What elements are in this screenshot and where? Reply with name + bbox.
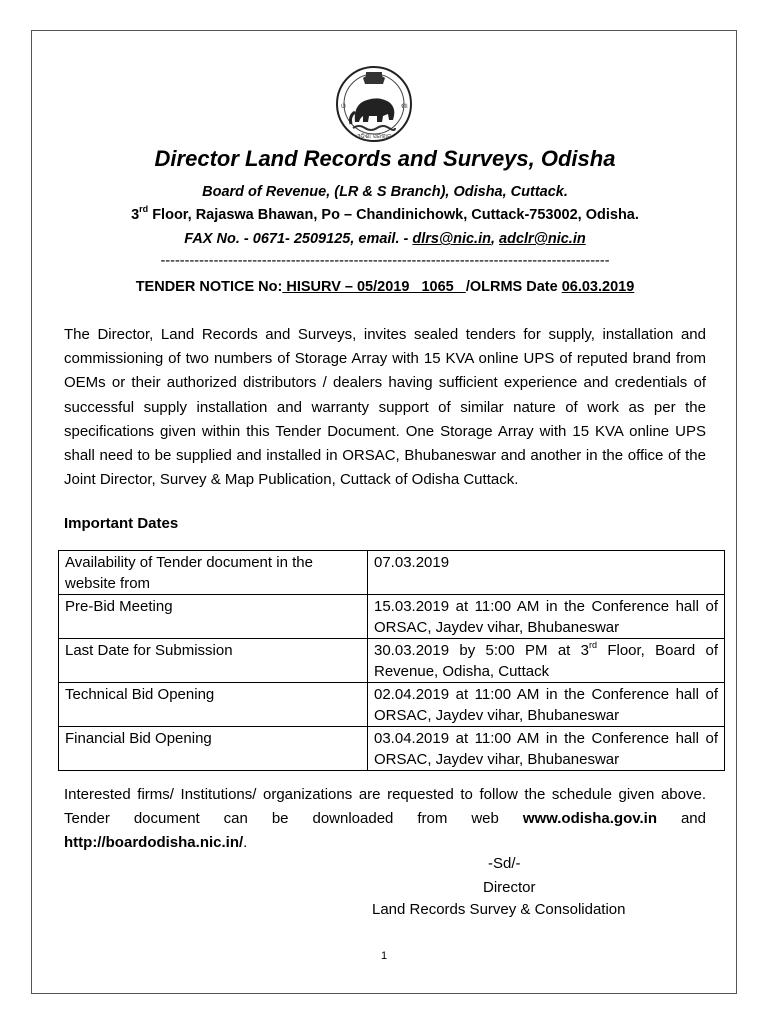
odisha-state-emblem-icon [333, 64, 415, 144]
emblem-text: ଓଡ଼ିଶା ସରକାର [356, 133, 392, 140]
svg-text:ଓ: ଓ [341, 102, 346, 110]
table-row [59, 551, 725, 595]
date-value: 07.03.2019 [368, 551, 725, 595]
date-label: Pre-Bid Meeting [59, 595, 368, 639]
tender-notice-line: TENDER NOTICE No: HISURV – 05/2019 1065 /OLRMS Date 06.03.2019 [135, 279, 635, 295]
important-dates-heading: Important Dates [64, 515, 179, 532]
table-row [59, 595, 725, 639]
page-title: Director Land Records and Surveys, Odisha [154, 146, 616, 171]
divider: --------------------------------------------------------------------------------------------- [160, 253, 610, 269]
tender-paragraph: The Director, Land Records and Surveys, invites sealed tenders for supply, installation and commissioning of two numbers of Storage Array with 15 KVA online UPS of reputed brand from OEMs or their authorized distributors / dealers having sufficient experience and credentials of successful supply installation and warranty support of similar nature of work as per the specifications given within this Tender Document. One Storage Array with 15 KVA online UPS shall need to be supplied and installed in ORSAC, Bhubaneswar and another in the office of the Joint Director, Survey & Map Publication, Cuttack of Odisha Cuttack. [64, 326, 706, 489]
date-label: Financial Bid Opening [59, 727, 368, 771]
table-row [59, 727, 725, 771]
date-label: Last Date for Submission [59, 639, 368, 683]
date-label: Technical Bid Opening [59, 683, 368, 727]
signature-sd: -Sd/- [488, 855, 521, 872]
table-row [59, 639, 725, 683]
email-link-adclr[interactable]: adclr@nic.in [499, 231, 586, 247]
signature-office: Land Records Survey & Consolidation [372, 901, 626, 918]
date-value: 03.04.2019 at 11:00 AM in the Conference hall of ORSAC, Jaydev vihar, Bhubaneswar [368, 727, 725, 771]
tender-date: 06.03.2019 [561, 279, 635, 295]
table-row [59, 683, 725, 727]
date-value: 15.03.2019 at 11:00 AM in the Conference hall of ORSAC, Jaydev vihar, Bhubaneswar [368, 595, 725, 639]
date-value: 30.03.2019 by 5:00 PM at 3rd Floor, Board of Revenue, Odisha, Cuttack [368, 639, 725, 683]
svg-text:ଶା: ଶା [401, 102, 408, 110]
date-value: 02.04.2019 at 11:00 AM in the Conference hall of ORSAC, Jaydev vihar, Bhubaneswar [368, 683, 725, 727]
fax-email-line: FAX No. - 0671- 2509125, email. - dlrs@nic.in, adclr@nic.in [184, 231, 586, 247]
address-line: 3rd Floor, Rajaswa Bhawan, Po – Chandinichowk, Cuttack-753002, Odisha. [131, 204, 639, 223]
date-label: Availability of Tender document in the website from [59, 551, 368, 595]
website-link-board[interactable]: http://boardodisha.nic.in/ [64, 834, 244, 851]
important-dates-table [58, 550, 725, 771]
tender-number: HISURV – 05/2019 1065 [282, 279, 466, 295]
board-line: Board of Revenue, (LR & S Branch), Odisha, Cuttack. [202, 184, 568, 200]
website-link-odisha[interactable]: www.odisha.gov.in [522, 810, 657, 827]
closing-paragraph: Interested firms/ Institutions/ organizations are requested to follow the schedule given above. Tender document can be downloaded from web www.odisha.gov.in and http://boardodisha.nic.in/. [64, 786, 706, 851]
email-link-dlrs[interactable]: dlrs@nic.in [412, 231, 491, 247]
page-number: 1 [381, 950, 388, 962]
signature-designation: Director [483, 879, 536, 896]
